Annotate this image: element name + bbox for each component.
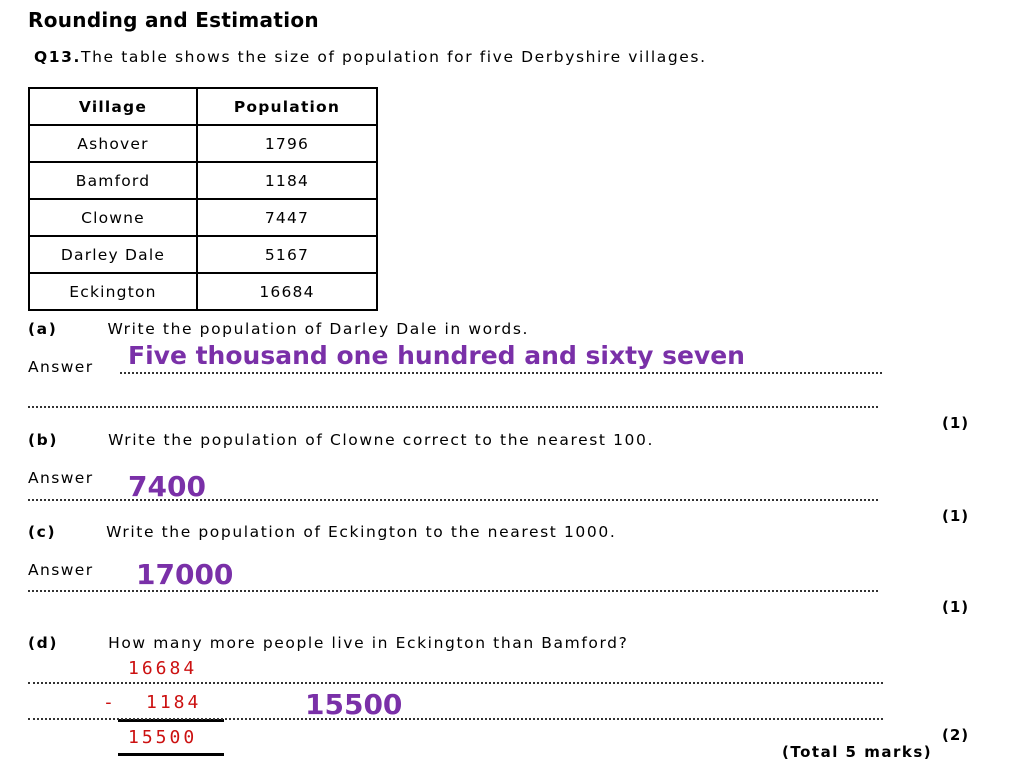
village-cell: Eckington bbox=[29, 273, 197, 310]
part-a-answer-label: Answer bbox=[28, 358, 94, 376]
table-row bbox=[29, 125, 377, 162]
part-a-marks: (1) bbox=[942, 414, 970, 432]
part-a-written-answer: Five thousand one hundred and sixty seven bbox=[128, 341, 745, 370]
part-b-marks: (1) bbox=[942, 507, 970, 525]
part-b-written-answer: 7400 bbox=[128, 470, 206, 503]
population-cell: 7447 bbox=[197, 199, 377, 236]
table-row bbox=[29, 236, 377, 273]
part-d-label: (d) bbox=[28, 634, 59, 652]
table-header-row bbox=[29, 88, 377, 125]
working-rule-bottom bbox=[118, 753, 224, 756]
working-operator: - bbox=[103, 692, 117, 713]
working-result-number: 15500 bbox=[128, 727, 198, 748]
village-cell: Clowne bbox=[29, 199, 197, 236]
population-cell: 5167 bbox=[197, 236, 377, 273]
part-d-marks: (2) bbox=[942, 726, 970, 744]
total-marks: (Total 5 marks) bbox=[782, 743, 933, 761]
page-title: Rounding and Estimation bbox=[28, 8, 319, 32]
part-d-written-answer: 15500 bbox=[305, 688, 403, 721]
part-a-question bbox=[28, 320, 529, 338]
part-b-question bbox=[28, 431, 654, 449]
part-b-answer-line bbox=[28, 499, 878, 501]
part-c-written-answer: 17000 bbox=[136, 558, 234, 591]
population-cell: 1796 bbox=[197, 125, 377, 162]
part-b-answer-label: Answer bbox=[28, 469, 94, 487]
part-d-question bbox=[28, 634, 628, 652]
village-cell: Bamford bbox=[29, 162, 197, 199]
part-c-answer-line bbox=[28, 590, 878, 592]
question-intro bbox=[34, 48, 707, 66]
village-cell: Darley Dale bbox=[29, 236, 197, 273]
part-a-answer-line-2 bbox=[28, 406, 878, 408]
column-header-population: Population bbox=[197, 88, 377, 125]
part-a-text: Write the population of Darley Dale in words. bbox=[107, 320, 530, 338]
part-d-text: How many more people live in Eckington than Bamford? bbox=[108, 634, 629, 652]
part-c-question bbox=[28, 523, 616, 541]
population-cell: 1184 bbox=[197, 162, 377, 199]
table-row bbox=[29, 273, 377, 310]
part-b-text: Write the population of Clowne correct to the nearest 100. bbox=[108, 431, 655, 449]
village-cell: Ashover bbox=[29, 125, 197, 162]
part-d-answer-line bbox=[28, 682, 883, 684]
population-cell: 16684 bbox=[197, 273, 377, 310]
part-a-answer-line bbox=[120, 372, 882, 374]
population-table bbox=[28, 87, 378, 311]
part-c-label: (c) bbox=[28, 523, 57, 541]
part-d-answer-line-2 bbox=[28, 718, 883, 720]
question-number: Q13. bbox=[34, 48, 82, 66]
part-a-label: (a) bbox=[28, 320, 58, 338]
part-b-label: (b) bbox=[28, 431, 59, 449]
column-header-village: Village bbox=[29, 88, 197, 125]
table-row bbox=[29, 162, 377, 199]
part-c-marks: (1) bbox=[942, 598, 970, 616]
part-c-answer-label: Answer bbox=[28, 561, 94, 579]
table-row bbox=[29, 199, 377, 236]
part-c-text: Write the population of Eckington to the nearest 1000. bbox=[106, 523, 617, 541]
working-subtract-number: 1184 bbox=[146, 692, 202, 713]
question-text: The table shows the size of population for five Derbyshire villages. bbox=[81, 48, 707, 66]
working-top-number: 16684 bbox=[128, 658, 198, 679]
